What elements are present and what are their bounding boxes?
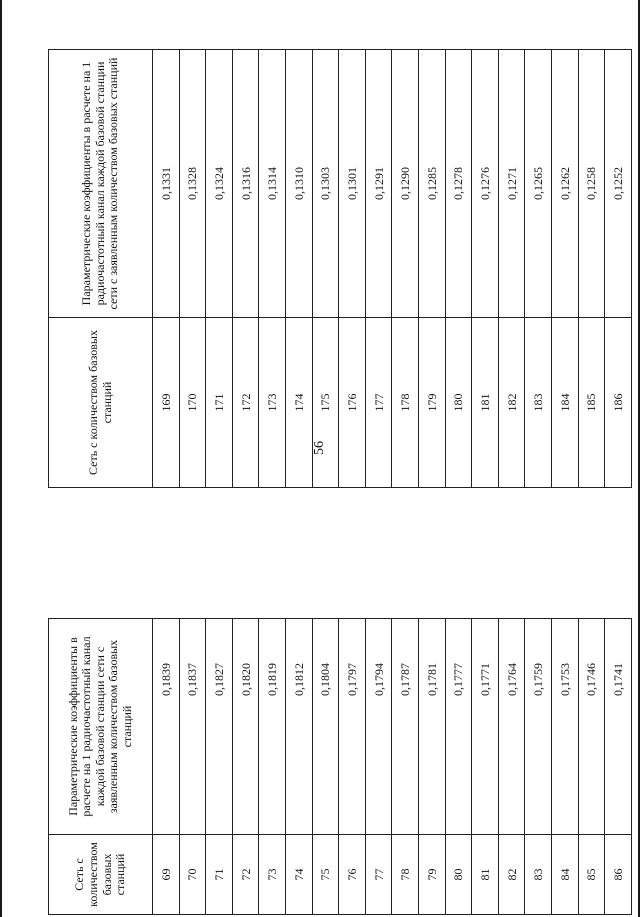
network-size-cell: 181 bbox=[472, 318, 499, 488]
table-row bbox=[206, 619, 233, 915]
network-size-cell: 77 bbox=[365, 835, 392, 915]
coefficient-cell: 0,1324 bbox=[206, 50, 233, 318]
coefficient-cell: 0,1820 bbox=[232, 619, 259, 835]
table-row bbox=[551, 50, 578, 488]
table-row bbox=[578, 619, 605, 915]
coefficient-cell: 0,1794 bbox=[365, 619, 392, 835]
coefficient-cell: 0,1804 bbox=[312, 619, 339, 835]
right-header-coefficient: Параметрические коэффициенты в расчете на 1 радиочастотный канал каждой базовой станции сети с заявленным количеством базовых станций bbox=[49, 50, 153, 318]
table-row bbox=[605, 619, 632, 915]
table-row bbox=[418, 619, 445, 915]
right-header-network-size: Сеть с количеством базовых станций bbox=[49, 318, 153, 488]
network-size-cell: 183 bbox=[525, 318, 552, 488]
network-size-cell: 74 bbox=[285, 835, 312, 915]
network-size-cell: 69 bbox=[153, 835, 180, 915]
table-row bbox=[285, 619, 312, 915]
network-size-cell: 182 bbox=[498, 318, 525, 488]
network-size-cell: 80 bbox=[445, 835, 472, 915]
coefficient-cell: 0,1781 bbox=[418, 619, 445, 835]
network-size-cell: 81 bbox=[472, 835, 499, 915]
table-row bbox=[179, 50, 206, 488]
left-header-network-size: Сеть с количеством базовых станций bbox=[49, 835, 153, 915]
network-size-cell: 70 bbox=[179, 835, 206, 915]
coefficient-cell: 0,1797 bbox=[339, 619, 366, 835]
network-size-cell: 83 bbox=[525, 835, 552, 915]
left-table-header-row bbox=[49, 619, 153, 915]
coefficient-table-area bbox=[48, 49, 625, 915]
coefficient-cell: 0,1837 bbox=[179, 619, 206, 835]
coefficient-cell: 0,1827 bbox=[206, 619, 233, 835]
table-row bbox=[232, 50, 259, 488]
coefficient-cell: 0,1290 bbox=[392, 50, 419, 318]
left-table-body bbox=[153, 619, 632, 915]
coefficient-cell: 0,1812 bbox=[285, 619, 312, 835]
network-size-cell: 184 bbox=[551, 318, 578, 488]
table-row bbox=[232, 619, 259, 915]
network-size-cell: 178 bbox=[392, 318, 419, 488]
coefficient-cell: 0,1787 bbox=[392, 619, 419, 835]
table-row bbox=[179, 619, 206, 915]
table-row bbox=[259, 619, 286, 915]
scan-edge-left bbox=[0, 0, 2, 917]
right-table-wrapper bbox=[48, 49, 632, 488]
table-row bbox=[206, 50, 233, 488]
table-row bbox=[392, 619, 419, 915]
page-number: 56 bbox=[312, 441, 327, 455]
network-size-cell: 173 bbox=[259, 318, 286, 488]
network-size-cell: 76 bbox=[339, 835, 366, 915]
network-size-cell: 71 bbox=[206, 835, 233, 915]
network-size-cell: 174 bbox=[285, 318, 312, 488]
coefficient-cell: 0,1771 bbox=[472, 619, 499, 835]
network-size-cell: 179 bbox=[418, 318, 445, 488]
network-size-cell: 175 bbox=[312, 318, 339, 488]
network-size-cell: 78 bbox=[392, 835, 419, 915]
coefficient-cell: 0,1285 bbox=[418, 50, 445, 318]
network-size-cell: 85 bbox=[578, 835, 605, 915]
table-row bbox=[339, 50, 366, 488]
coefficient-cell: 0,1839 bbox=[153, 619, 180, 835]
network-size-cell: 86 bbox=[605, 835, 632, 915]
coefficient-cell: 0,1331 bbox=[153, 50, 180, 318]
coefficient-cell: 0,1252 bbox=[605, 50, 632, 318]
coefficient-cell: 0,1265 bbox=[525, 50, 552, 318]
coefficient-cell: 0,1819 bbox=[259, 619, 286, 835]
table-row bbox=[365, 50, 392, 488]
coefficient-cell: 0,1753 bbox=[551, 619, 578, 835]
right-coefficient-table bbox=[48, 49, 632, 488]
network-size-cell: 82 bbox=[498, 835, 525, 915]
coefficient-cell: 0,1262 bbox=[551, 50, 578, 318]
coefficient-cell: 0,1741 bbox=[605, 619, 632, 835]
table-row bbox=[339, 619, 366, 915]
network-size-cell: 169 bbox=[153, 318, 180, 488]
coefficient-cell: 0,1303 bbox=[312, 50, 339, 318]
table-row bbox=[472, 619, 499, 915]
network-size-cell: 177 bbox=[365, 318, 392, 488]
table-row bbox=[472, 50, 499, 488]
coefficient-cell: 0,1764 bbox=[498, 619, 525, 835]
table-row bbox=[525, 50, 552, 488]
right-table-body bbox=[153, 50, 632, 488]
coefficient-cell: 0,1314 bbox=[259, 50, 286, 318]
table-row bbox=[259, 50, 286, 488]
network-size-cell: 180 bbox=[445, 318, 472, 488]
network-size-cell: 79 bbox=[418, 835, 445, 915]
left-coefficient-table bbox=[48, 618, 632, 915]
table-row bbox=[551, 619, 578, 915]
coefficient-cell: 0,1271 bbox=[498, 50, 525, 318]
network-size-cell: 170 bbox=[179, 318, 206, 488]
coefficient-cell: 0,1777 bbox=[445, 619, 472, 835]
table-row bbox=[312, 619, 339, 915]
coefficient-cell: 0,1310 bbox=[285, 50, 312, 318]
table-row bbox=[153, 50, 180, 488]
coefficient-cell: 0,1278 bbox=[445, 50, 472, 318]
table-row bbox=[153, 619, 180, 915]
network-size-cell: 84 bbox=[551, 835, 578, 915]
left-table-wrapper bbox=[48, 618, 632, 915]
table-row bbox=[392, 50, 419, 488]
rotated-page-content bbox=[48, 49, 625, 915]
table-row bbox=[578, 50, 605, 488]
table-row bbox=[498, 50, 525, 488]
coefficient-cell: 0,1759 bbox=[525, 619, 552, 835]
table-row bbox=[525, 619, 552, 915]
network-size-cell: 172 bbox=[232, 318, 259, 488]
table-row bbox=[365, 619, 392, 915]
coefficient-cell: 0,1328 bbox=[179, 50, 206, 318]
coefficient-cell: 0,1291 bbox=[365, 50, 392, 318]
network-size-cell: 185 bbox=[578, 318, 605, 488]
table-row bbox=[418, 50, 445, 488]
network-size-cell: 186 bbox=[605, 318, 632, 488]
table-row bbox=[498, 619, 525, 915]
table-row bbox=[312, 50, 339, 488]
coefficient-cell: 0,1258 bbox=[578, 50, 605, 318]
table-row bbox=[285, 50, 312, 488]
coefficient-cell: 0,1301 bbox=[339, 50, 366, 318]
coefficient-cell: 0,1746 bbox=[578, 619, 605, 835]
table-row bbox=[605, 50, 632, 488]
right-table-header-row bbox=[49, 50, 153, 488]
coefficient-cell: 0,1316 bbox=[232, 50, 259, 318]
network-size-cell: 72 bbox=[232, 835, 259, 915]
coefficient-cell: 0,1276 bbox=[472, 50, 499, 318]
network-size-cell: 75 bbox=[312, 835, 339, 915]
network-size-cell: 176 bbox=[339, 318, 366, 488]
table-row bbox=[445, 50, 472, 488]
table-row bbox=[445, 619, 472, 915]
network-size-cell: 73 bbox=[259, 835, 286, 915]
network-size-cell: 171 bbox=[206, 318, 233, 488]
left-header-coefficient: Параметрические коэффициенты в расчете на 1 радиочастотный канал каждой базовой станции сети с заявленным количеством базовых станций bbox=[49, 619, 153, 835]
